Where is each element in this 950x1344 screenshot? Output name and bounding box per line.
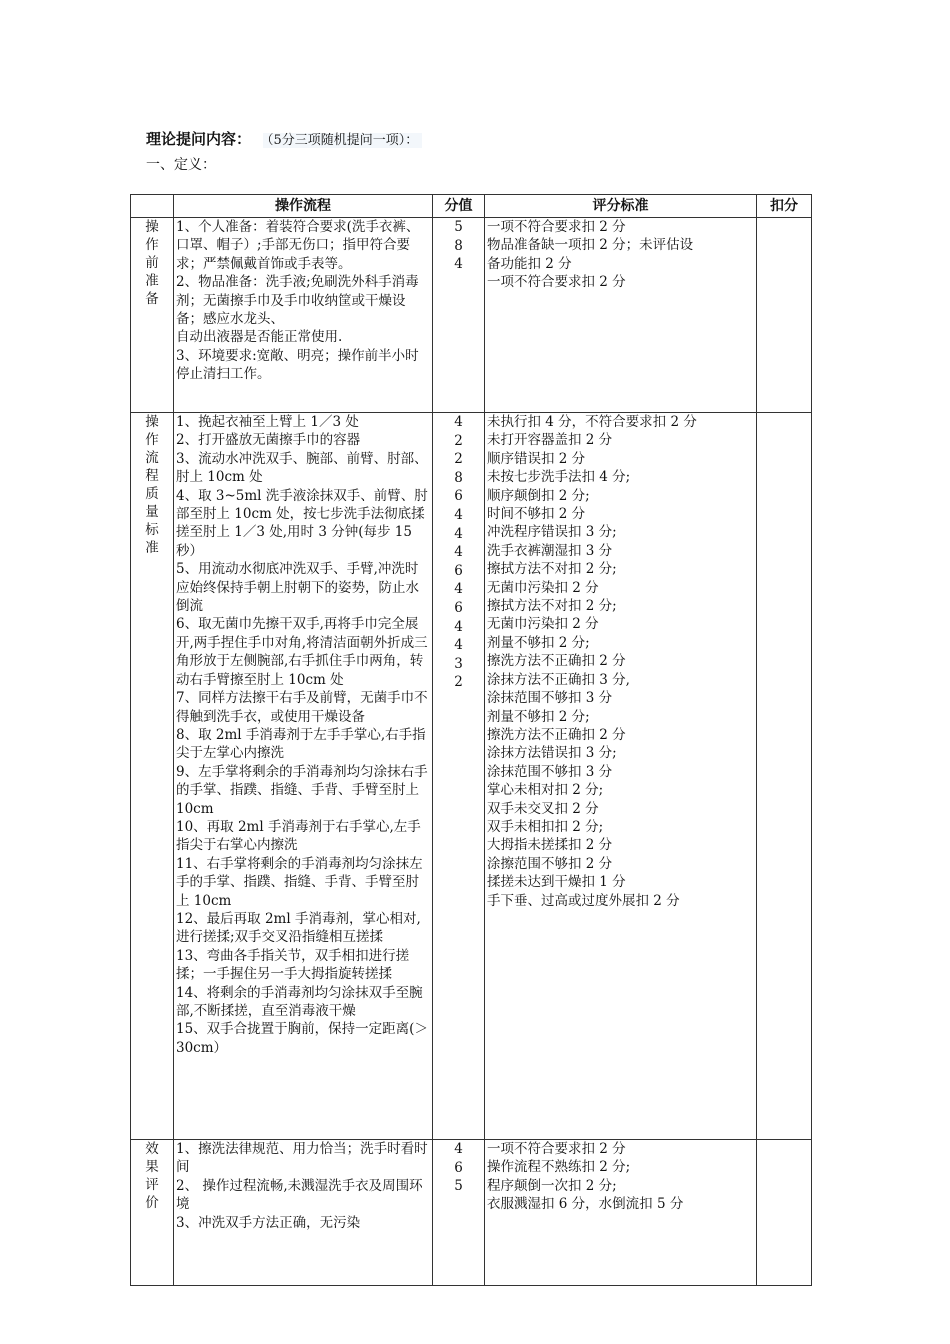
category-char: 标 bbox=[145, 522, 159, 538]
process-step: 9、左手掌将剩余的手消毒剂均匀涂抹右手的手掌、指蹼、指缝、手背、手臂至肘上 10cm bbox=[176, 763, 428, 817]
score-value: 4 bbox=[454, 525, 463, 542]
process-step: 2、 操作过程流畅,未溅湿洗手衣及周围环境 bbox=[176, 1177, 423, 1213]
criteria-line: 操作流程不熟练扣 2 分; bbox=[487, 1159, 631, 1176]
score-value: 3 bbox=[454, 655, 463, 672]
process-step: 3、环境要求:宽敞、明亮；操作前半小时停止清扫工作。 bbox=[176, 347, 419, 383]
criteria-line: 未按七步洗手法扣 4 分; bbox=[487, 469, 631, 486]
score-value: 6 bbox=[454, 599, 463, 616]
process-step: 2、物品准备：洗手液;免刷洗外科手消毒剂；无菌擦手巾及手巾收纳筐或干燥设备；感应水龙头、 bbox=[176, 274, 419, 328]
criteria-line: 擦洗方法不正确扣 2 分 bbox=[487, 726, 626, 743]
process-step: 4、取 3~5ml 洗手液涂抹双手、前臂、肘部至肘上 10cm 处，按七步洗手法彻底揉搓至肘上 1／3 处,用时 3 分钟(每步 15 秒） bbox=[176, 487, 428, 559]
criteria-line: 双手未交叉扣 2 分 bbox=[487, 800, 599, 817]
category-cell bbox=[131, 218, 174, 413]
score-cell bbox=[433, 218, 485, 413]
score-value: 6 bbox=[454, 1159, 463, 1176]
process-step: 1、个人准备：着装符合要求(洗手衣裤、口罩、帽子）;手部无伤口；指甲符合要求；严禁佩戴首饰或手表等。 bbox=[176, 219, 420, 272]
process-step: 12、最后再取 2ml 手消毒剂，掌心相对,进行搓揉;双手交叉沿指缝相互搓揉 bbox=[176, 910, 421, 946]
score-value: 6 bbox=[454, 488, 463, 505]
category-char: 作 bbox=[145, 432, 159, 448]
category-char: 备 bbox=[145, 291, 159, 307]
deduction-cell bbox=[757, 1140, 812, 1286]
criteria-line: 洗手衣裤潮湿扣 3 分 bbox=[487, 542, 613, 559]
criteria-line: 涂抹方法错误扣 3 分; bbox=[487, 745, 617, 762]
process-step: 自动出液器是否能正常使用. bbox=[176, 329, 343, 346]
category-cell bbox=[131, 413, 174, 1140]
table-row bbox=[131, 218, 812, 413]
score-value: 4 bbox=[454, 414, 463, 430]
score-value: 4 bbox=[454, 637, 463, 654]
process-step: 5、用流动水彻底冲洗双手、手臂,冲洗时应始终保持手朝上肘朝下的姿势，防止水倒流 bbox=[176, 561, 419, 615]
criteria-line: 一项不符合要求扣 2 分 bbox=[487, 274, 626, 291]
criteria-line: 擦拭方法不对扣 2 分; bbox=[487, 561, 617, 578]
criteria-line: 备功能扣 2 分 bbox=[487, 255, 572, 272]
header-criteria: 评分标准 bbox=[485, 195, 757, 218]
criteria-line: 剂量不够扣 2 分; bbox=[487, 708, 590, 725]
score-value: 6 bbox=[454, 562, 463, 579]
process-step: 3、流动水冲洗双手、腕部、前臂、肘部、肘上 10cm 处 bbox=[176, 450, 428, 486]
score-value: 5 bbox=[454, 1178, 463, 1195]
criteria-line: 擦洗方法不正确扣 2 分 bbox=[487, 653, 626, 670]
process-step: 11、右手掌将剩余的手消毒剂均匀涂抹左手的手掌、指蹼、指缝、手背、手臂至肘上 10cm bbox=[176, 855, 423, 909]
process-step: 14、将剩余的手消毒剂均匀涂抹双手至腕部,不断揉搓，直至消毒液干燥 bbox=[176, 984, 423, 1019]
criteria-line: 无菌巾污染扣 2 分 bbox=[487, 616, 599, 633]
score-value: 8 bbox=[454, 469, 463, 486]
deduction-cell bbox=[757, 413, 812, 1140]
process-step: 3、冲洗双手方法正确，无污染 bbox=[176, 1214, 361, 1231]
score-value: 4 bbox=[454, 256, 463, 273]
category-char: 流 bbox=[145, 450, 159, 466]
process-cell bbox=[174, 413, 433, 1140]
criteria-line: 衣服溅湿扣 6 分，水倒流扣 5 分 bbox=[487, 1196, 684, 1213]
table-header-row bbox=[131, 195, 812, 218]
header-category bbox=[131, 195, 174, 218]
score-value: 4 bbox=[454, 544, 463, 561]
criteria-line: 未打开容器盖扣 2 分 bbox=[487, 432, 613, 449]
process-cell bbox=[174, 218, 433, 413]
criteria-line: 顺序颠倒扣 2 分; bbox=[487, 487, 590, 504]
criteria-line: 物品准备缺一项扣 2 分；未评估设 bbox=[487, 237, 694, 254]
section-title-line bbox=[146, 128, 422, 149]
criteria-line: 一项不符合要求扣 2 分 bbox=[487, 219, 626, 235]
criteria-line: 顺序错误扣 2 分 bbox=[487, 450, 586, 467]
table-row bbox=[131, 1140, 812, 1286]
criteria-line: 程序颠倒一次扣 2 分; bbox=[487, 1177, 617, 1194]
criteria-line: 双手未相扣扣 2 分; bbox=[487, 818, 604, 835]
score-cell bbox=[433, 413, 485, 1140]
process-step: 1、擦洗法律规范、用力恰当；洗手时看时间 bbox=[176, 1141, 428, 1176]
category-cell bbox=[131, 1140, 174, 1286]
criteria-line: 手下垂、过高或过度外展扣 2 分 bbox=[487, 892, 680, 909]
scoring-table bbox=[130, 194, 812, 1286]
process-step: 8、取 2ml 手消毒剂于左手手掌心,右手指尖于左掌心内擦洗 bbox=[176, 726, 426, 762]
deduction-cell bbox=[757, 218, 812, 413]
section-title: 理论提问内容： bbox=[146, 130, 252, 148]
criteria-line: 擦拭方法不对扣 2 分; bbox=[487, 598, 617, 615]
criteria-line: 揉搓未达到干燥扣 1 分 bbox=[487, 874, 626, 891]
process-step: 2、打开盛放无菌擦手巾的容器 bbox=[176, 432, 361, 449]
criteria-line: 剂量不够扣 2 分; bbox=[487, 634, 590, 651]
score-value: 8 bbox=[454, 237, 463, 254]
category-char: 质 bbox=[145, 486, 159, 502]
process-step: 7、同样方法擦干右手及前臂，无菌手巾不得触到洗手衣，或使用干燥设备 bbox=[176, 690, 428, 725]
process-step: 10、再取 2ml 手消毒剂于右手掌心,左手指尖于右掌心内擦洗 bbox=[176, 818, 421, 854]
process-step: 1、挽起衣袖至上臂上 1／3 处 bbox=[176, 414, 359, 430]
category-char: 效 bbox=[145, 1141, 159, 1157]
process-step: 6、取无菌巾先擦干双手,再将手巾完全展开,两手捏住手巾对角,将清洁面朝外折成三角形放于左侧腕部,右手抓住手巾两角，转动右手臂擦至肘上 10cm 处 bbox=[176, 616, 428, 688]
criteria-cell bbox=[485, 1140, 757, 1286]
category-char: 准 bbox=[145, 540, 159, 556]
criteria-line: 涂擦范围不够扣 2 分 bbox=[487, 855, 613, 872]
category-char: 果 bbox=[145, 1159, 159, 1175]
criteria-line: 涂抹方法不正确扣 3 分, bbox=[487, 671, 630, 688]
header-process: 操作流程 bbox=[174, 195, 433, 218]
category-char: 程 bbox=[145, 468, 159, 484]
score-value: 4 bbox=[454, 618, 463, 635]
process-step: 15、双手合拢置于胸前，保持一定距离(＞30cm） bbox=[176, 1021, 428, 1056]
score-value: 2 bbox=[454, 432, 463, 449]
definition-heading: 一、定义： bbox=[146, 157, 216, 173]
criteria-line: 涂抹范围不够扣 3 分 bbox=[487, 690, 613, 707]
criteria-line: 无菌巾污染扣 2 分 bbox=[487, 579, 599, 596]
criteria-line: 涂抹范围不够扣 3 分 bbox=[487, 763, 613, 780]
category-char: 量 bbox=[145, 504, 159, 520]
criteria-line: 未执行扣 4 分，不符合要求扣 2 分 bbox=[487, 414, 697, 430]
header-score: 分值 bbox=[433, 195, 485, 218]
criteria-cell bbox=[485, 218, 757, 413]
category-char: 评 bbox=[145, 1177, 159, 1193]
process-step: 13、弯曲各手指关节，双手相扣进行搓揉；一手握住另一手大拇指旋转搓揉 bbox=[176, 947, 410, 983]
criteria-line: 掌心未相对扣 2 分; bbox=[487, 782, 604, 799]
header-deduction: 扣分 bbox=[757, 195, 812, 218]
table-row bbox=[131, 413, 812, 1140]
category-char: 作 bbox=[145, 237, 159, 253]
criteria-line: 时间不够扣 2 分 bbox=[487, 506, 586, 523]
criteria-line: 大拇指未搓揉扣 2 分 bbox=[487, 837, 613, 854]
score-value: 4 bbox=[454, 1141, 463, 1157]
score-value: 4 bbox=[454, 581, 463, 598]
process-cell bbox=[174, 1140, 433, 1286]
criteria-line: 一项不符合要求扣 2 分 bbox=[487, 1141, 626, 1157]
score-cell bbox=[433, 1140, 485, 1286]
criteria-cell bbox=[485, 413, 757, 1140]
score-value: 2 bbox=[454, 674, 463, 691]
criteria-line: 冲洗程序错误扣 3 分; bbox=[487, 524, 617, 541]
category-char: 准 bbox=[145, 273, 159, 289]
category-char: 价 bbox=[145, 1195, 159, 1211]
category-char: 操 bbox=[145, 414, 159, 430]
score-value: 5 bbox=[454, 219, 463, 235]
score-value: 2 bbox=[454, 451, 463, 468]
score-value: 4 bbox=[454, 506, 463, 523]
section-title-note: （5分三项随机提问一项）： bbox=[263, 133, 422, 148]
category-char: 操 bbox=[145, 219, 159, 235]
category-char: 前 bbox=[145, 255, 159, 271]
